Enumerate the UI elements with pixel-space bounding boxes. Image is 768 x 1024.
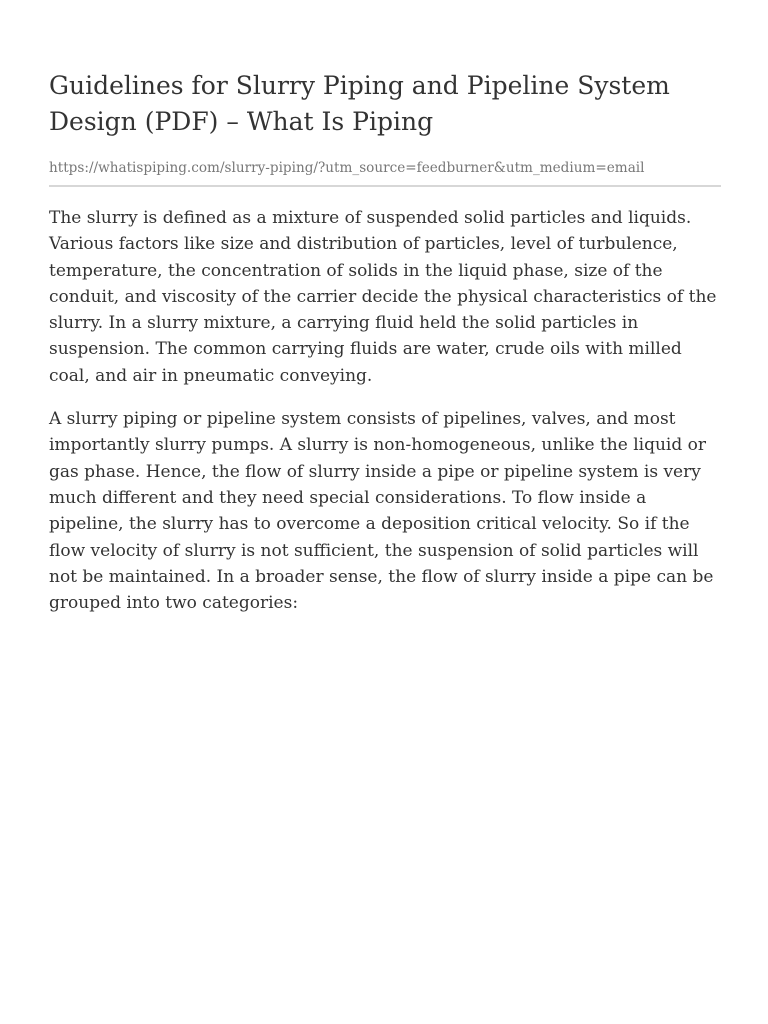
article-paragraph-1: The slurry is defined as a mixture of suspended solid particles and liquids. Various factors like size and distribution of particles, level of turbulence, temperature, the concentration of solids in the liquid phase, size of the conduit, and viscosity of the carrier decide the physical characteristics of the slurry. In a slurry mixture, a carrying fluid held the solid particles in suspension. The common carrying fluids are water, crude oils with milled coal, and air in pneumatic conveying. bbox=[49, 208, 717, 386]
reader-view bbox=[49, 68, 721, 633]
source-url-link[interactable]: https://whatispiping.com/slurry-piping/?utm_source=feedburner&utm_medium=email bbox=[49, 160, 645, 176]
article-title: Guidelines for Slurry Piping and Pipeline System Design (PDF) – What Is Piping bbox=[49, 71, 670, 136]
article-paragraph-2: A slurry piping or pipeline system consists of pipelines, valves, and most importantly slurry pumps. A slurry is non-homogeneous, unlike the liquid or gas phase. Hence, the flow of slurry inside a pipe or pipeline system is very much different and they need special considerations. To flow inside a pipeline, the slurry has to overcome a deposition critical velocity. So if the flow velocity of slurry is not sufficient, the suspension of solid particles will not be maintained. In a broader sense, the flow of slurry inside a pipe can be grouped into two categories: bbox=[49, 409, 714, 614]
header-divider bbox=[49, 185, 721, 187]
article-body bbox=[49, 205, 721, 616]
